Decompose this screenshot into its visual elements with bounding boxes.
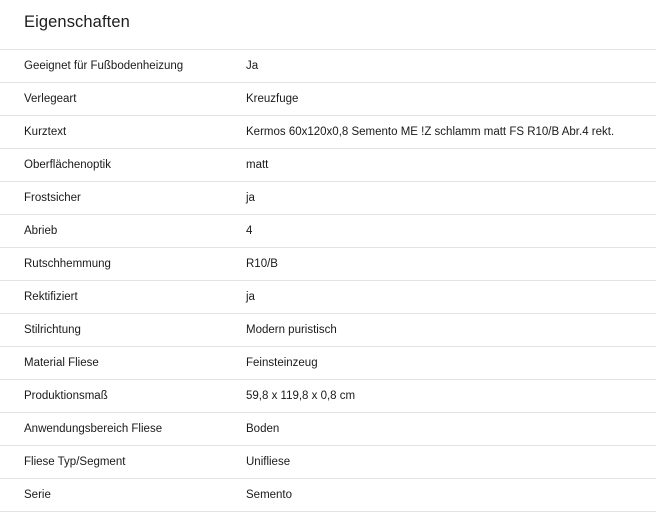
spec-value: 59,8 x 119,8 x 0,8 cm: [246, 390, 356, 402]
spec-value: Unifliese: [246, 456, 291, 468]
spec-label: Frostsicher: [24, 192, 81, 204]
spec-value: Modern puristisch: [246, 324, 337, 336]
spec-label: Abrieb: [24, 225, 58, 237]
spec-label: Stilrichtung: [24, 324, 81, 336]
spec-label: Kurztext: [24, 126, 67, 138]
table-row: [0, 116, 656, 149]
spec-value: Semento: [246, 489, 293, 501]
spec-value: ja: [246, 192, 255, 204]
spec-label: Oberflächenoptik: [24, 159, 111, 171]
table-row: [0, 248, 656, 281]
spec-value: Boden: [246, 423, 280, 435]
table-row: [0, 215, 656, 248]
table-row: [0, 83, 656, 116]
table-row: [0, 281, 656, 314]
spec-label: Verlegeart: [24, 93, 77, 105]
spec-label: Produktionsmaß: [24, 390, 108, 402]
table-row: [0, 479, 656, 512]
spec-label: Geeignet für Fußbodenheizung: [24, 60, 184, 72]
spec-value: 4: [246, 225, 253, 237]
spec-value: Kreuzfuge: [246, 93, 299, 105]
spec-value: R10/B: [246, 258, 278, 270]
spec-value: Ja: [246, 60, 259, 72]
page-title: Eigenschaften: [24, 13, 130, 31]
specifications-table-body: [0, 50, 656, 512]
spec-label: Fliese Typ/Segment: [24, 456, 126, 468]
table-row: [0, 380, 656, 413]
spec-value: matt: [246, 159, 269, 171]
spec-label: Rutschhemmung: [24, 258, 111, 270]
table-row: [0, 314, 656, 347]
spec-label: Material Fliese: [24, 357, 99, 369]
spec-value: Kermos 60x120x0,8 Semento ME !Z schlamm matt FS R10/B Abr.4 rekt.: [246, 126, 615, 138]
table-row: [0, 182, 656, 215]
table-row: [0, 50, 656, 83]
spec-value: Feinsteinzeug: [246, 357, 318, 369]
table-row: [0, 149, 656, 182]
spec-label: Rektifiziert: [24, 291, 78, 303]
specifications-table: [0, 49, 656, 512]
table-row: [0, 413, 656, 446]
spec-label: Anwendungsbereich Fliese: [24, 423, 163, 435]
spec-label: Serie: [24, 489, 51, 501]
table-row: [0, 446, 656, 479]
table-row: [0, 347, 656, 380]
spec-value: ja: [246, 291, 255, 303]
